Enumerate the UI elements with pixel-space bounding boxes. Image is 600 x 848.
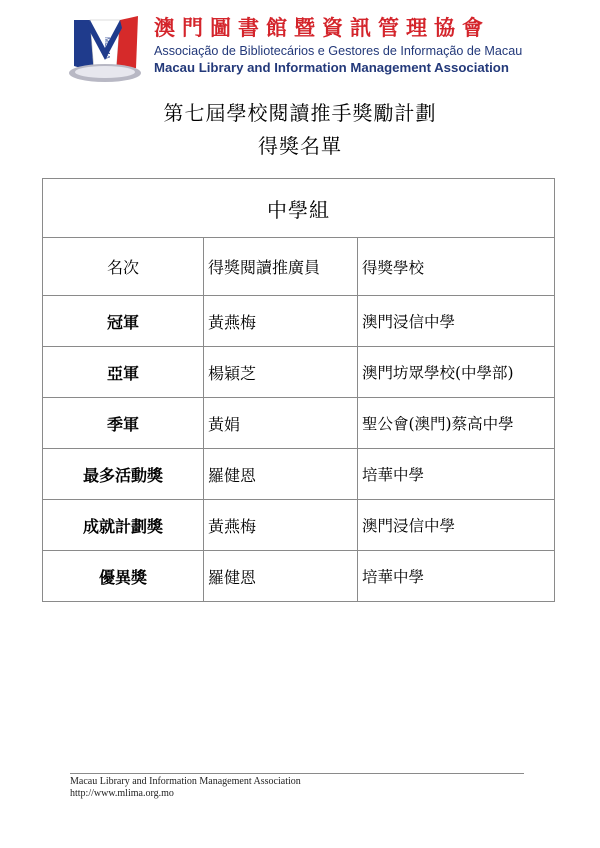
table-row: [43, 551, 555, 602]
table-row: [43, 398, 555, 449]
school-cell: 培華中學: [358, 551, 555, 602]
group-title: 中學組: [43, 179, 555, 238]
award-cell: 季軍: [43, 398, 204, 449]
document-title: 第七屆學校閱讀推手獎勵計劃: [163, 101, 437, 125]
name-cell: 羅健恩: [204, 551, 358, 602]
award-cell: 最多活動獎: [43, 449, 204, 500]
name-cell: 黃娟: [204, 398, 358, 449]
table-row: [43, 449, 555, 500]
school-cell: 澳門浸信中學: [358, 500, 555, 551]
letterhead: [66, 10, 546, 82]
name-cell: 羅健恩: [204, 449, 358, 500]
name-cell: 黃燕梅: [204, 500, 358, 551]
page-footer: [70, 773, 524, 800]
org-name-portuguese: Associação de Bibliotecários e Gestores de Informação de Macau: [154, 44, 523, 58]
school-cell: 澳門坊眾學校(中學部): [358, 347, 555, 398]
header-row: [43, 238, 555, 296]
logo-wordmark: MLIMA: [103, 37, 110, 60]
header-rank: 名次: [43, 238, 204, 296]
org-name-english: Macau Library and Information Management Association: [154, 60, 509, 75]
award-cell: 冠軍: [43, 296, 204, 347]
award-cell: 優異獎: [43, 551, 204, 602]
award-cell: 亞軍: [43, 347, 204, 398]
footer-org-name: Macau Library and Information Management Association: [70, 776, 301, 787]
table-row: [43, 500, 555, 551]
school-cell: 培華中學: [358, 449, 555, 500]
award-cell: 成就計劃獎: [43, 500, 204, 551]
table-row: [43, 296, 555, 347]
school-cell: 聖公會(澳門)蔡高中學: [358, 398, 555, 449]
name-cell: 黃燕梅: [204, 296, 358, 347]
mlima-logo: [66, 14, 144, 84]
group-row: [43, 179, 555, 238]
footer-url[interactable]: http://www.mlima.org.mo: [70, 788, 174, 799]
header-school: 得獎學校: [358, 238, 555, 296]
org-name-chinese: 澳門圖書館暨資訊管理協會: [154, 15, 490, 40]
header-promoter: 得獎閱讀推廣員: [204, 238, 358, 296]
document-subtitle: 得獎名單: [258, 134, 342, 158]
name-cell: 楊穎芝: [204, 347, 358, 398]
table-row: [43, 347, 555, 398]
school-cell: 澳門浸信中學: [358, 296, 555, 347]
awards-table: [42, 178, 555, 602]
